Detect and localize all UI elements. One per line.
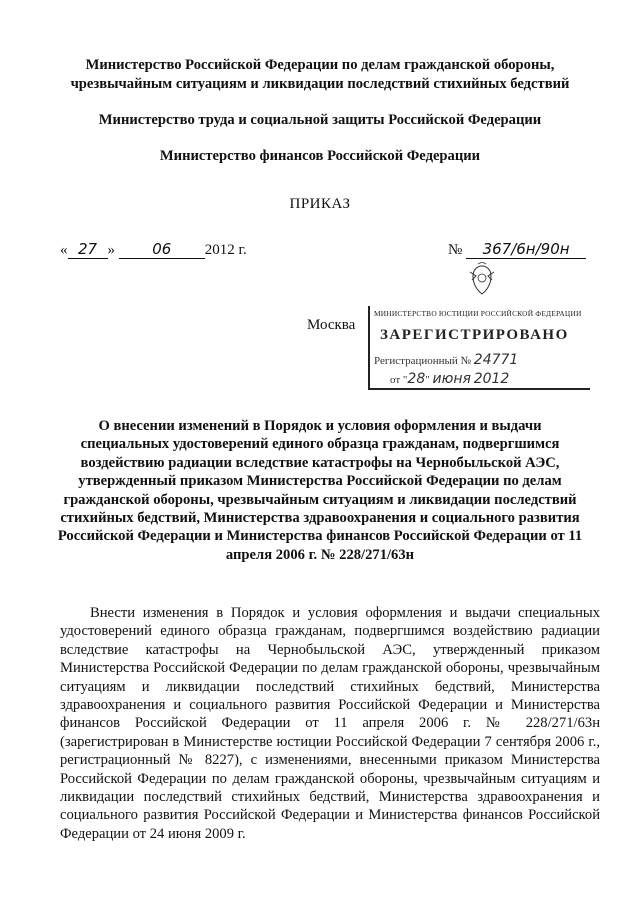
order-title: ПРИКАЗ	[289, 196, 351, 212]
ministry-labour-heading: Министерство труда и социальной защиты Российской Федерации	[98, 112, 542, 128]
date-open-quote: «	[60, 242, 68, 258]
ministry-finance-heading: Министерство финансов Российской Федерации	[159, 148, 481, 164]
order-date	[60, 240, 247, 259]
stamp-date-mid: "	[425, 374, 430, 386]
date-day-handwritten: 27	[68, 240, 108, 259]
date-month-handwritten: 06	[119, 240, 205, 259]
stamp-date	[390, 370, 509, 388]
ministry-emergency-heading: Министерство Российской Федерации по делам гражданской обороны, чрезвычайным ситуациям и ликвидации последствий стихийных бедствий	[70, 57, 570, 92]
stamp-frame	[368, 306, 590, 390]
stamp-reg-number-handwritten: 24771	[473, 352, 519, 368]
number-value-handwritten: 367/6н/90н	[466, 240, 586, 259]
date-year: 2012 г.	[204, 242, 247, 258]
stamp-date-day-handwritten: 28	[407, 371, 426, 387]
stamp-date-prefix: от "	[390, 374, 408, 386]
registration-stamp	[368, 262, 590, 390]
order-subject: О внесении изменений в Порядок и условия оформления и выдачи специальных удостоверений единого образца гражданам, подвергшимся воздействию радиации вследствие катастрофы на Чернобыльской АЭС, утвержденный приказом Министерства Российской Федерации по делам гражданской обороны, чрезвычайным ситуациям и ликвидации последствий стихийных бедствий, Министерства здравоохранения и социального развития Российской Федерации и Министерства финансов Российской Федерации от 11 апреля 2006 г. № 228/271/63н	[57, 418, 583, 563]
stamp-registered: ЗАРЕГИСТРИРОВАНО	[380, 327, 569, 343]
date-close-quote: »	[107, 242, 115, 258]
coat-of-arms-icon	[466, 262, 498, 302]
city: Москва	[307, 317, 356, 333]
stamp-date-month-handwritten: июня	[432, 371, 471, 387]
body-paragraph: Внести изменения в Порядок и условия оформления и выдачи специальных удостоверений единого образца гражданам, подвергшимся воздействию радиации вследствие катастрофы на Чернобыльской АЭС, утвержденный приказом Министерства Российской Федерации по делам гражданской обороны, чрезвычайным ситуациям и ликвидации последствий стихийных бедствий, Министерства здравоохранения и социального развития Российской Федерации и Министерства финансов Российской Федерации от 11 апреля 2006 г. № 228/271/63н (зарегистрирован в Министерстве юстиции Российской Федерации 7 сентября 2006 г., регистрационный № 8227), с изменениями, внесенными приказом Министерства Российской Федерации по делам гражданской обороны, чрезвычайным ситуациям и ликвидации последствий стихийных бедствий, Министерства здравоохранения и социального развития Российской Федерации и Министерства финансов Российской Федерации от 24 июня 2009 г.	[60, 605, 600, 842]
stamp-date-year-handwritten: 2012	[473, 371, 510, 387]
number-label: №	[448, 242, 463, 258]
stamp-registration-number	[374, 351, 518, 369]
order-number	[448, 240, 586, 259]
stamp-agency: МИНИСТЕРСТВО ЮСТИЦИИ РОССИЙСКОЙ ФЕДЕРАЦИИ	[374, 309, 582, 318]
stamp-reg-label: Регистрационный №	[374, 355, 472, 367]
